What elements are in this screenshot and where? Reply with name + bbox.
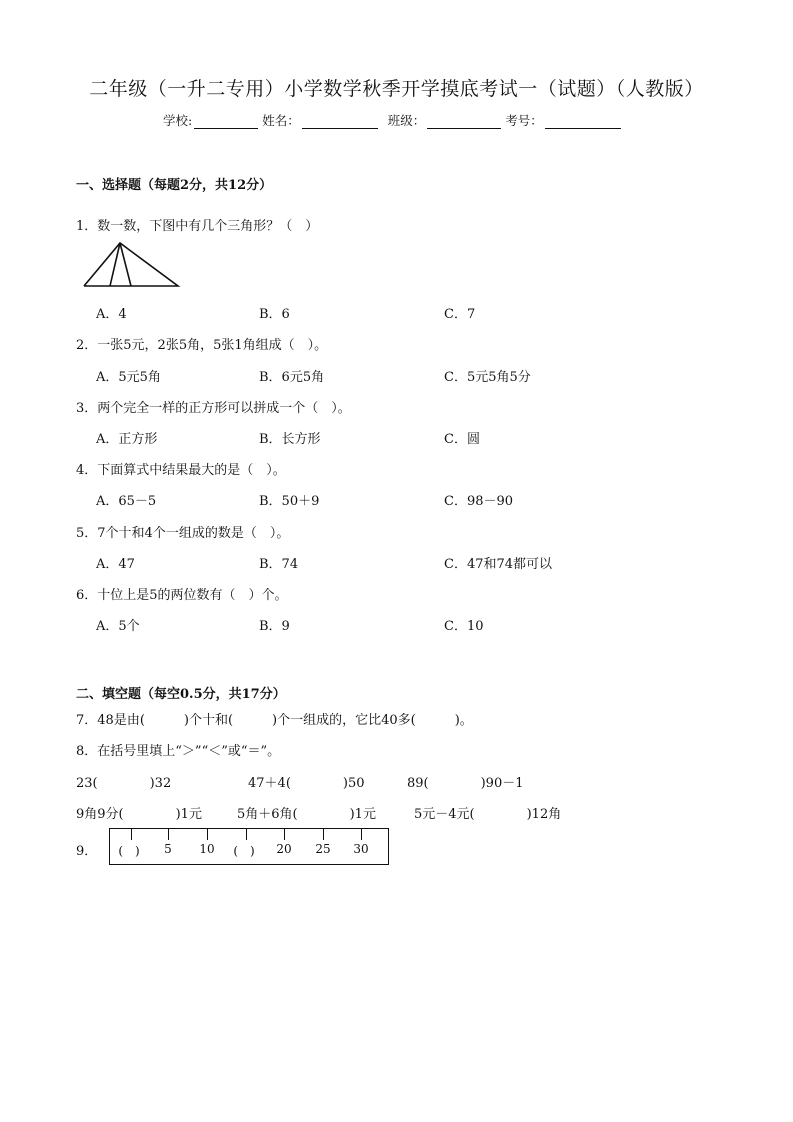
student-info bbox=[163, 111, 625, 129]
q3-option-a[interactable]: A．正方形 bbox=[96, 432, 158, 447]
question-1: 1．数一数，下图中有几个三角形？（ ） bbox=[76, 219, 319, 234]
question-4: 4．下面算式中结果最大的是（ ）。 bbox=[76, 463, 286, 478]
ruler-tick bbox=[207, 829, 208, 840]
q5-option-b[interactable]: B．74 bbox=[259, 557, 299, 572]
ruler-tick bbox=[168, 829, 169, 840]
ruler-tick bbox=[323, 829, 324, 840]
q1-option-a[interactable]: A．4 bbox=[96, 307, 127, 322]
q3-option-b[interactable]: B．长方形 bbox=[259, 432, 321, 447]
number-blank[interactable] bbox=[545, 116, 621, 129]
q5-option-a[interactable]: A．47 bbox=[96, 557, 135, 572]
ruler-label-25: 25 bbox=[315, 842, 331, 856]
number-ruler bbox=[109, 828, 389, 865]
q4-option-b[interactable]: B．50＋9 bbox=[259, 494, 320, 509]
section-1-title: 一、选择题（每题2分，共12分） bbox=[76, 178, 273, 193]
ruler-label-20: 20 bbox=[276, 842, 292, 856]
question-7: 7．48是由( )个十和( )个一组成的，它比40多( )。 bbox=[76, 713, 473, 728]
q5-option-c[interactable]: C．47和74都可以 bbox=[444, 557, 553, 572]
compare-5: 5角＋6角( )1元 bbox=[237, 807, 376, 822]
question-3: 3．两个完全一样的正方形可以拼成一个（ ）。 bbox=[76, 401, 351, 416]
q2-option-b[interactable]: B．6元5角 bbox=[259, 370, 325, 385]
school-label: 学校: bbox=[163, 113, 193, 128]
ruler-label-10: 10 bbox=[199, 842, 215, 856]
class-label: 班级： bbox=[387, 113, 426, 128]
page-title: 二年级（一升二专用）小学数学秋季开学摸底考试一（试题）（人教版） bbox=[89, 78, 704, 100]
triangle-figure bbox=[82, 240, 182, 290]
number-label: 考号： bbox=[505, 113, 543, 128]
compare-3: 89( )90－1 bbox=[407, 776, 524, 791]
ruler-tick bbox=[361, 829, 362, 840]
ruler-tick bbox=[131, 829, 132, 840]
ruler-label-blank-2[interactable]: ( ) bbox=[233, 844, 255, 858]
question-6: 6．十位上是5的两位数有（ ）个。 bbox=[76, 588, 288, 603]
ruler-tick bbox=[246, 829, 247, 840]
class-blank[interactable] bbox=[427, 116, 501, 129]
q6-option-c[interactable]: C．10 bbox=[444, 619, 484, 634]
q2-option-c[interactable]: C．5元5角5分 bbox=[444, 370, 531, 385]
ruler-label-30: 30 bbox=[353, 842, 369, 856]
compare-2: 47＋4( )50 bbox=[248, 776, 365, 791]
question-9: 9． bbox=[76, 844, 98, 859]
compare-4: 9角9分( )1元 bbox=[76, 807, 202, 822]
ruler-label-blank-1[interactable]: ( ) bbox=[118, 844, 140, 858]
q2-option-a[interactable]: A．5元5角 bbox=[96, 370, 161, 385]
name-blank[interactable] bbox=[302, 116, 378, 129]
q6-option-b[interactable]: B．9 bbox=[259, 619, 290, 634]
compare-1: 23( )32 bbox=[76, 776, 172, 791]
ruler-label-5: 5 bbox=[164, 842, 172, 856]
question-5: 5．7个十和4个一组成的数是（ ）。 bbox=[76, 526, 290, 541]
question-8: 8．在括号里填上“＞”“＜”或“＝”。 bbox=[76, 744, 281, 759]
question-2: 2．一张5元，2张5角，5张1角组成（ ）。 bbox=[76, 338, 328, 353]
q1-option-b[interactable]: B．6 bbox=[259, 307, 290, 322]
q4-option-c[interactable]: C．98－90 bbox=[444, 494, 514, 509]
ruler-tick bbox=[284, 829, 285, 840]
school-blank[interactable] bbox=[194, 116, 258, 129]
q6-option-a[interactable]: A．5个 bbox=[96, 619, 140, 634]
q3-option-c[interactable]: C．圆 bbox=[444, 432, 480, 447]
name-label: 姓名： bbox=[262, 113, 300, 128]
q1-option-c[interactable]: C．7 bbox=[444, 307, 476, 322]
compare-6: 5元－4元( )12角 bbox=[414, 807, 562, 822]
q4-option-a[interactable]: A．65－5 bbox=[96, 494, 157, 509]
section-2-title: 二、填空题（每空0.5分，共17分） bbox=[76, 687, 286, 702]
